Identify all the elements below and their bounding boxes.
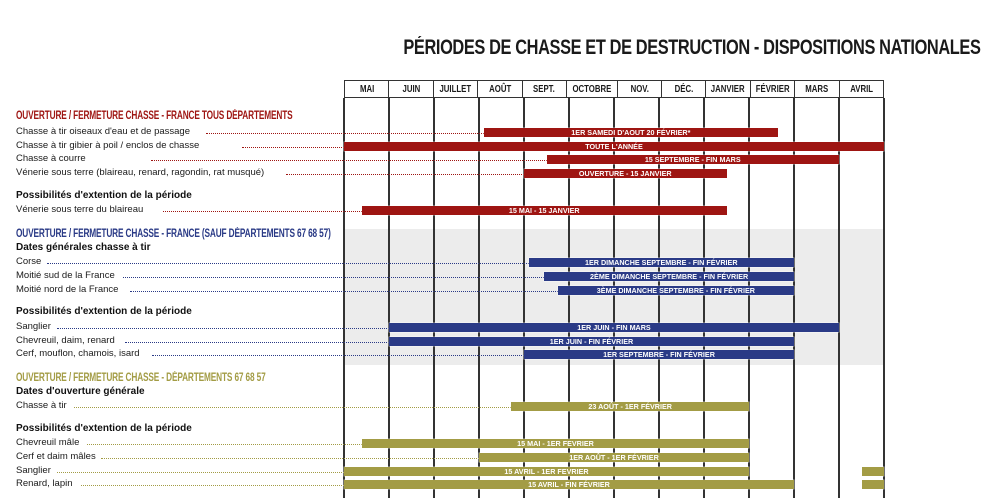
period-bar <box>344 142 884 151</box>
dotted-leader-line <box>130 291 558 292</box>
bar-label: 2ÈME DIMANCHE SEPTEMBRE - FIN FÉVRIER <box>590 272 749 281</box>
bar-label: 1ER AOÛT - 1ER FÉVRIER <box>569 453 659 462</box>
row-label: Corse <box>16 255 42 267</box>
month-label: AVRIL <box>849 83 873 95</box>
bar-label: 3ÈME DIMANCHE SEPTEMBRE - FIN FÉVRIER <box>596 286 755 295</box>
dotted-leader-line <box>151 160 547 161</box>
month-header-cell <box>794 81 838 97</box>
dotted-leader-line <box>87 444 362 445</box>
dotted-leader-line <box>57 328 389 329</box>
period-bar <box>529 258 795 267</box>
row-label: Chasse à tir <box>16 399 67 411</box>
dotted-leader-line <box>123 277 544 278</box>
period-bar <box>544 272 794 281</box>
bar-label: 1ER JUIN - FIN FÉVRIER <box>549 337 634 346</box>
period-bar <box>344 480 794 489</box>
dotted-leader-line <box>81 485 344 486</box>
grid-line <box>433 98 435 498</box>
dotted-leader-line <box>286 174 524 175</box>
row-label: Chasse à tir gibier à poil / enclos de chasse <box>16 139 200 151</box>
month-header-cell <box>566 81 617 97</box>
dotted-leader-line <box>242 147 344 148</box>
section-heading: OUVERTURE / FERMETURE CHASSE - FRANCE TOUS DÉPARTEMENTS <box>16 110 293 122</box>
row-label: Chasse à courre <box>16 152 86 164</box>
row-label: Moitié sud de la France <box>16 269 115 281</box>
period-bar <box>362 439 749 448</box>
group-subheading: Dates générales chasse à tir <box>16 242 151 253</box>
month-header-cell <box>433 81 477 97</box>
row-label: Chasse à tir oiseaux d'eau et de passage <box>16 125 190 137</box>
chart-title: PÉRIODES DE CHASSE ET DE DESTRUCTION - DISPOSITIONS NATIONALES <box>403 36 981 59</box>
dotted-leader-line <box>206 133 484 134</box>
period-bar <box>479 453 749 462</box>
month-header-cell <box>705 81 749 97</box>
period-bar <box>511 402 749 411</box>
dotted-leader-line <box>47 263 529 264</box>
row-label: Chevreuil, daim, renard <box>16 334 115 346</box>
period-bar <box>484 128 779 137</box>
bar-label: 1ER JUIN - FIN MARS <box>577 323 651 332</box>
month-label: AOÛT <box>488 83 511 95</box>
bar-label: OUVERTURE - 15 JANVIER <box>578 169 672 178</box>
bar-label: 1ER SAMEDI D'AOUT 20 FÉVRIER* <box>571 128 691 137</box>
group-subheading: Dates d'ouverture générale <box>16 386 145 397</box>
period-bar <box>344 467 749 476</box>
period-bar <box>389 337 794 346</box>
period-bar <box>862 467 885 476</box>
period-bar <box>524 169 727 178</box>
month-label: FÉVRIER <box>755 83 790 95</box>
month-label: OCTOBRE <box>572 83 612 95</box>
grid-line <box>388 98 390 498</box>
bar-label: 15 AVRIL - FIN FÉVRIER <box>528 480 610 489</box>
month-header-cell <box>661 81 705 97</box>
month-label: JUIN <box>402 83 420 95</box>
period-bar <box>524 350 794 359</box>
dotted-leader-line <box>163 211 362 212</box>
month-header-cell <box>345 81 388 97</box>
month-header-cell <box>477 81 521 97</box>
month-header-row <box>344 80 884 98</box>
bar-label: 15 MAI - 1ER FEVRIER <box>517 439 594 448</box>
bar-label: 15 SEPTEMBRE - FIN MARS <box>644 155 741 164</box>
month-label: JANVIER <box>711 83 746 95</box>
dotted-leader-line <box>125 342 389 343</box>
month-header-cell <box>750 81 794 97</box>
row-label: Moitié nord de la France <box>16 283 119 295</box>
month-header-cell <box>839 81 883 97</box>
grid-line <box>883 98 885 498</box>
month-label: NOV. <box>630 83 649 95</box>
row-label: Sanglier <box>16 320 51 332</box>
row-label: Cerf, mouflon, chamois, isard <box>16 347 140 359</box>
row-label: Chevreuil mâle <box>16 436 80 448</box>
bar-label: 1ER SEPTEMBRE - FIN FÉVRIER <box>603 350 715 359</box>
bar-label: 15 AVRIL - 1ER FEVRIER <box>504 467 589 476</box>
bar-label: 1ER DIMANCHE SEPTEMBRE - FIN FÉVRIER <box>584 258 738 267</box>
month-header-cell <box>617 81 661 97</box>
period-bar <box>558 286 794 295</box>
row-label: Vénerie sous terre du blaireau <box>16 203 144 215</box>
dotted-leader-line <box>74 407 511 408</box>
period-bar <box>362 206 727 215</box>
section-heading: OUVERTURE / FERMETURE CHASSE - FRANCE (SAUF DÉPARTEMENTS 67 68 57) <box>16 228 331 240</box>
month-label: MAI <box>359 83 374 95</box>
row-label: Vénerie sous terre (blaireau, renard, ragondin, rat musqué) <box>16 166 265 178</box>
dotted-leader-line <box>152 355 524 356</box>
grid-line <box>523 98 525 498</box>
month-label: DÉC. <box>674 83 694 95</box>
row-label: Sanglier <box>16 464 51 476</box>
period-bar <box>547 155 840 164</box>
group-subheading: Possibilités d'extention de la période <box>16 306 192 317</box>
month-header-cell <box>388 81 432 97</box>
dotted-leader-line <box>101 458 479 459</box>
month-label: SEPT. <box>533 83 556 95</box>
bar-label: 23 AOÛT - 1ER FÉVRIER <box>588 402 672 411</box>
row-label: Cerf et daim mâles <box>16 450 96 462</box>
dotted-leader-line <box>57 472 344 473</box>
group-subheading: Possibilités d'extention de la période <box>16 423 192 434</box>
period-bar <box>389 323 839 332</box>
section-heading: OUVERTURE / FERMETURE CHASSE - DÉPARTEMENTS 67 68 57 <box>16 372 266 384</box>
bar-label: 15 MAI - 15 JANVIER <box>508 206 580 215</box>
bar-label: TOUTE L'ANNÉE <box>585 142 643 151</box>
grid-line <box>343 98 345 498</box>
period-bar <box>862 480 885 489</box>
grid-line <box>478 98 480 498</box>
group-subheading: Possibilités d'extention de la période <box>16 190 192 201</box>
row-label: Renard, lapin <box>16 477 73 489</box>
month-label: MARS <box>805 83 829 95</box>
month-label: JUILLET <box>439 83 472 95</box>
month-header-cell <box>522 81 566 97</box>
